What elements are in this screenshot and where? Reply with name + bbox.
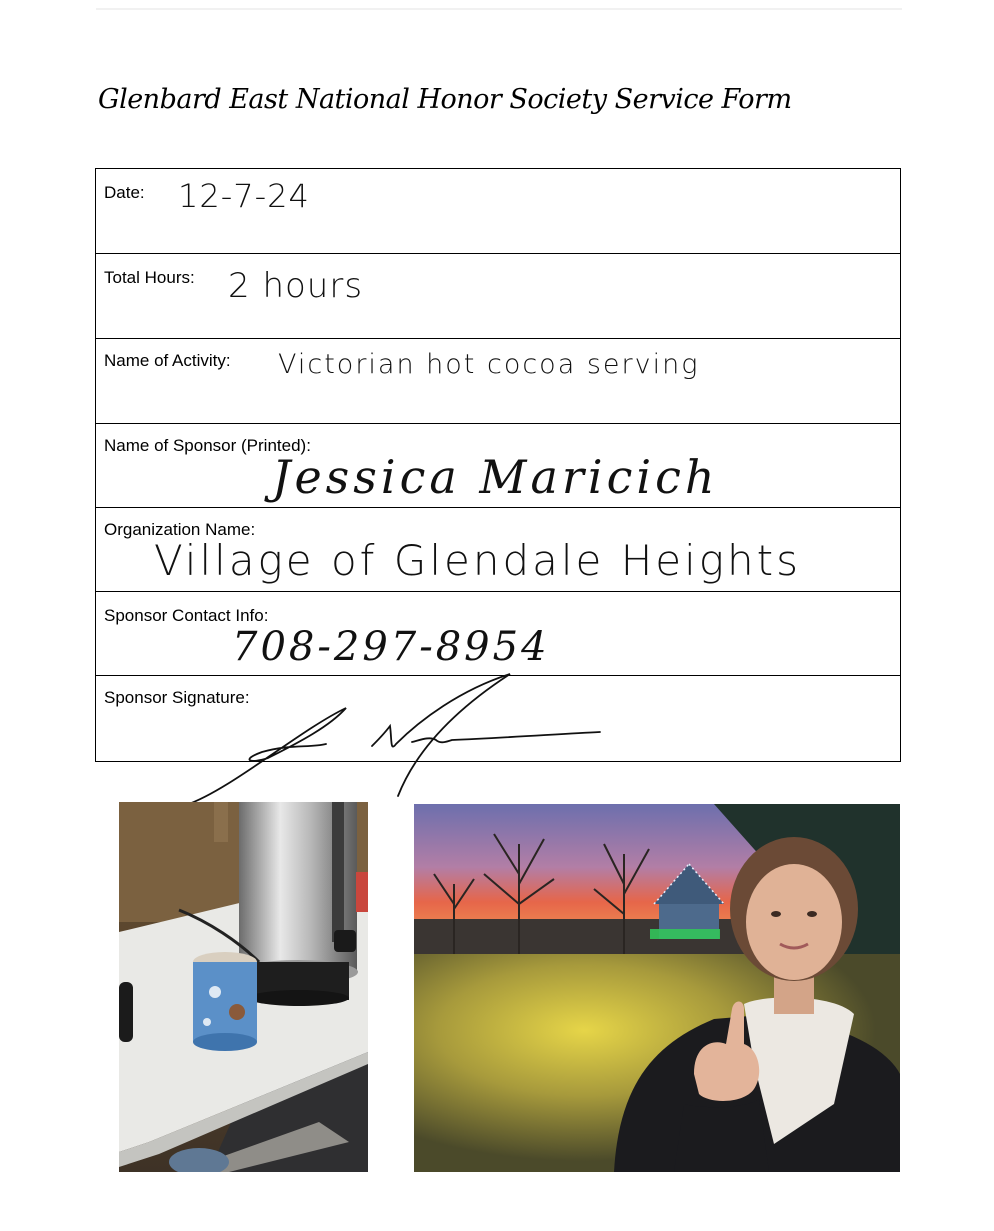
row-date: [96, 169, 900, 254]
row-sponsor-name: [96, 424, 900, 508]
row-total-hours: [96, 254, 900, 339]
row-organization: [96, 508, 900, 592]
row-contact: [96, 592, 900, 676]
row-signature: [96, 676, 900, 763]
total-hours-value: 2 hours: [228, 266, 364, 306]
total-hours-label: Total Hours:: [104, 268, 195, 287]
date-label: Date:: [104, 183, 145, 202]
top-rule: [96, 8, 902, 10]
contact-label: Sponsor Contact Info:: [104, 606, 269, 625]
photo-cocoa-dispenser: [119, 802, 368, 1172]
date-value: 12-7-24: [178, 177, 310, 215]
activity-value: Victorian hot cocoa serving: [278, 349, 700, 380]
form-title: Glenbard East National Honor Society Service Form: [98, 84, 792, 115]
organization-value: Village of Glendale Heights: [154, 536, 801, 585]
row-activity: [96, 339, 900, 424]
organization-label: Organization Name:: [104, 520, 256, 539]
service-form-table: [95, 168, 901, 762]
photo-sunset-selfie: [414, 804, 900, 1172]
sponsor-name-label: Name of Sponsor (Printed):: [104, 436, 311, 455]
sponsor-name-value: Jessica Maricich: [272, 450, 719, 504]
activity-label: Name of Activity:: [104, 351, 231, 370]
contact-value: 708-297-8954: [232, 624, 550, 670]
signature-label: Sponsor Signature:: [104, 688, 250, 707]
